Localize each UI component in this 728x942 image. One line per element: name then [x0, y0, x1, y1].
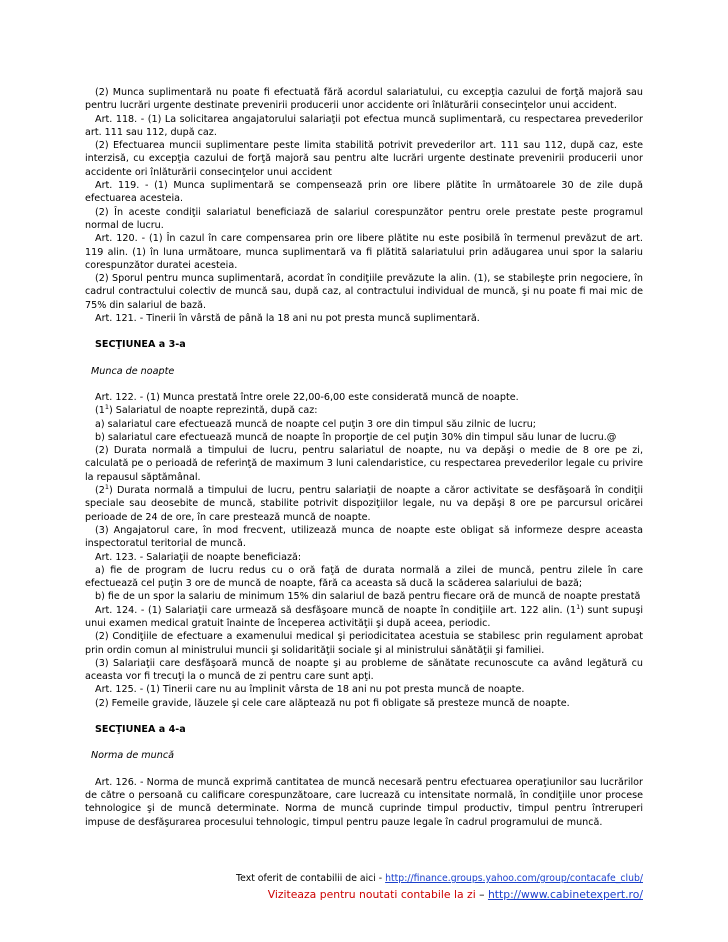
paragraph-art-120: Art. 120. - (1) În cazul în care compensarea prin ore libere plătite nu este posibilă în termenul prevăzut de art. 119 alin. (1) în luna următoare, munca suplimentară va fi plătită salariatului prin adăugarea unui spor la salariu corespunzător duratei acesteia. [85, 233, 643, 271]
paragraph: (2) Munca suplimentară nu poate fi efectuată fără acordul salariatului, cu excepţia cazului de forţă majoră sau pentru lucrări urgente destinate prevenirii producerii unor accidente ori înlăturării consecinţelor unui accident. [85, 87, 643, 112]
paragraph: (2) Condiţiile de efectuare a examenului medical şi periodicitatea acestuia se stabilesc prin regulament aprobat prin ordin comun al ministrului muncii şi solidarităţii sociale şi al ministrului sănătăţii şi familiei. [85, 631, 643, 656]
paragraph: (2) Femeile gravide, lăuzele şi cele care alăptează nu pot fi obligate să presteze muncă de noapte. [95, 697, 570, 709]
paragraph-art-121: Art. 121. - Tinerii în vârstă de până la 18 ani nu pot presta muncă suplimentară. [95, 313, 480, 325]
paragraph-art-123: Art. 123. - Salariaţii de noapte beneficiază: [95, 551, 302, 563]
paragraph: (3) Angajatorul care, în mod frecvent, utilizează munca de noapte este obligat să informeze despre aceasta inspectoratul teritorial de muncă. [85, 524, 643, 550]
paragraph: (2) Sporul pentru munca suplimentară, acordat în condiţiile prevăzute la alin. (1), se stabileşte prin negociere, în cadrul contractului colectiv de muncă sau, după caz, al contractului individual de muncă, şi nu poate fi mai mic de 75% din salariul de bază. [85, 273, 643, 311]
footer-line-1 [85, 873, 643, 884]
footer-separator: – [475, 888, 488, 901]
paragraph: a) salariatul care efectuează muncă de noapte cel puţin 3 ore din timpul său zilnic de lucru; [95, 418, 537, 430]
paragraph-art-125: Art. 125. - (1) Tinerii care nu au împlinit vârsta de 18 ani nu pot presta muncă de noapte. [95, 684, 525, 696]
yahoo-group-link[interactable]: http://finance.groups.yahoo.com/group/contacafe_club/ [385, 873, 643, 884]
document-body [85, 86, 643, 829]
section-title-3: Munca de noapte [91, 365, 175, 377]
paragraph: $(2^1)$ Durata normală a timpului de lucru, pentru salariaţii de noapte a căror activitate se desfăşoară în condiţii speciale sau deosebite de muncă, stabilite potrivit dispoziţiilor legale, nu va depăşi 8 ore pe parcursul oricărei perioade de 24 de ore, în care prestează muncă de noapte. [85, 483, 643, 523]
paragraph-art-122: Art. 122. - (1) Munca prestată între orele 22,00-6,00 este considerată muncă de noapte. [95, 391, 519, 403]
paragraph: $(1^1)$ Salariatul de noapte reprezintă, după caz: [95, 403, 318, 417]
section-heading-4: SECŢIUNEA a 4-a [95, 724, 186, 736]
section-title-4: Norma de muncă [91, 750, 174, 762]
paragraph-art-119: Art. 119. - (1) Munca suplimentară se compensează prin ore libere plătite în următoarele 30 de zile după efectuarea acesteia. [85, 180, 643, 205]
paragraph: (2) Durata normală a timpului de lucru, pentru salariatul de noapte, nu va depăşi o medie de 8 ore pe zi, calculată pe o perioadă de referinţă de maximum 3 luni calendaristice, cu respectarea prevederilor legale cu privire la repausul săptămânal. [85, 445, 643, 483]
paragraph: (2) În aceste condiţii salariatul beneficiază de salariul corespunzător pentru orele prestate peste programul normal de lucru. [85, 206, 643, 231]
paragraph: a) fie de program de lucru redus cu o oră faţă de durata normală a zilei de muncă, pentru zilele în care efectuează cel puţin 3 ore de muncă de noapte, fără ca aceasta să ducă la scăderea salariului de bază; [85, 564, 643, 590]
footer-credit-text: Text oferit de contabilii de aici - [236, 873, 386, 884]
section-heading-3: SECŢIUNEA a 3-a [95, 339, 186, 351]
paragraph-art-118: Art. 118. - (1) La solicitarea angajatorului salariaţii pot efectua muncă suplimentară, cu respectarea prevederilor art. 111 sau 112, după caz. [85, 113, 643, 138]
paragraph-art-126: Art. 126. - Norma de muncă exprimă cantitatea de muncă necesară pentru efectuarea operaţiunilor sau lucrărilor de către o persoană cu calificare corespunzătoare, care lucrează cu intensitate normală, în condiţiile unor procese tehnologice şi de muncă determinate. Norma de muncă cuprinde timpul productiv, timpul pentru întreruperi impuse de desfăşurarea procesului tehnologic, timpul pentru pauze legale în cadrul programului de muncă. [85, 776, 643, 828]
paragraph: (2) Efectuarea muncii suplimentare peste limita stabilită potrivit prevederilor art. 111 sau 112, după caz, este interzisă, cu excepţia cazului de forţă majoră sau pentru alte lucrări urgente destinate prevenirii producerii unor accidente ori înlăturării consecinţelor unui accident [85, 140, 643, 178]
footer-visit-text: Viziteaza pentru noutati contabile la zi [267, 888, 476, 901]
paragraph: (3) Salariaţii care desfăşoară muncă de noapte şi au probleme de sănătate recunoscute ca având legătură cu aceasta vor fi trecuţi la o muncă de zi pentru care sunt apţi. [85, 657, 643, 683]
paragraph-art-124: Art. 124. - (1) Salariaţii care urmează să desfăşoare muncă de noapte în condiţiile art. 122 alin. $(1^1)$ sunt supuşi unui examen medical gratuit înainte de începerea activităţii şi după aceea, periodic. [85, 602, 643, 629]
paragraph: b) fie de un spor la salariu de minimum 15% din salariul de bază pentru fiecare oră de muncă de noapte prestată [95, 591, 641, 603]
paragraph: b) salariatul care efectuează muncă de noapte în proporţie de cel puţin 30% din timpul său lunar de lucru.@ [95, 431, 617, 443]
footer-line-2 [85, 888, 643, 901]
cabinetexpert-link[interactable]: http://www.cabinetexpert.ro/ [487, 888, 643, 901]
